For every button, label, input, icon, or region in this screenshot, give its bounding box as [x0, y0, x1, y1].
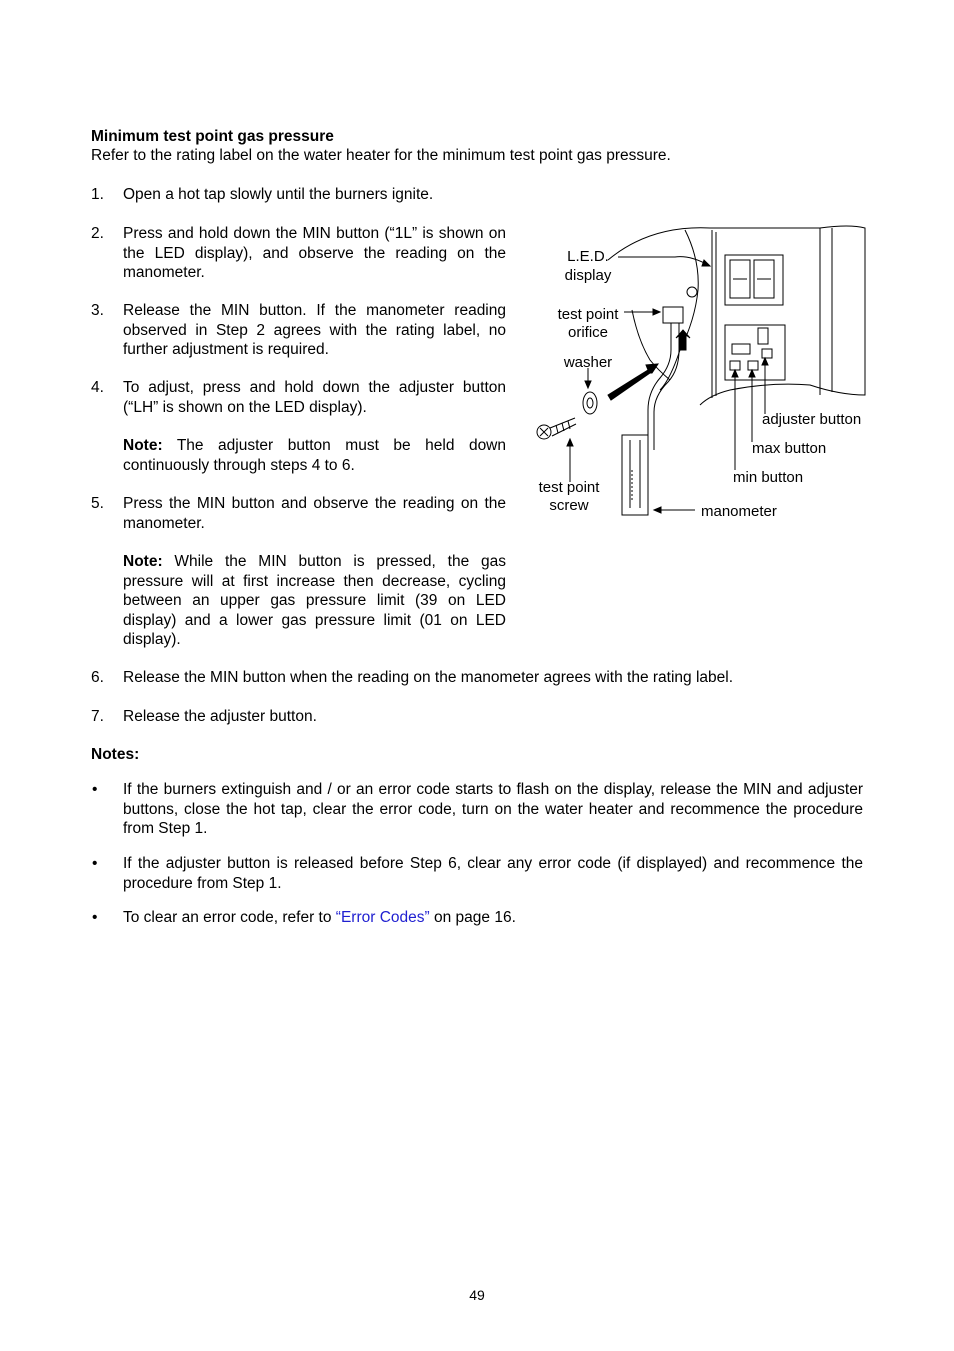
arrow-head: [654, 507, 661, 513]
label-adjuster-button: adjuster button: [762, 411, 862, 428]
label-led: L.E.D.: [567, 248, 609, 265]
step-text: Release the MIN button. If the manometer reading observed in Step 2 agrees with the rating label, no further adjustment is required.: [123, 302, 506, 358]
panel-window: [732, 344, 750, 354]
label-min-button: min button: [733, 469, 804, 486]
body-screw: [687, 287, 697, 297]
note-bullet: If the burners extinguish and / or an error code starts to flash on the display, release the MIN and adjuster buttons, close the hot tap, clear the error code, turn on the water heater and recommence the procedure from Step 1.: [123, 781, 863, 837]
heater-outline: [608, 226, 865, 405]
step-text: Release the MIN button when the reading on the manometer agrees with the rating label.: [123, 669, 734, 686]
screw-slot: [540, 428, 548, 436]
notes-heading: Notes:: [91, 746, 140, 763]
bullet-symbol: •: [92, 909, 98, 926]
arrow-head: [749, 370, 755, 377]
step-text: Release the adjuster button.: [123, 708, 317, 725]
step-text: Press and hold down the MIN button (“1L” is shown on the LED display), and observe the reading on the manometer.: [123, 225, 506, 281]
label-orifice: test point: [557, 306, 619, 323]
panel-window: [758, 328, 768, 344]
note-bullet: [123, 908, 863, 928]
note-text: To clear an error code, refer to: [123, 909, 336, 926]
page-number: 49: [469, 1287, 485, 1303]
label-screw: screw: [549, 497, 589, 514]
error-codes-link[interactable]: “Error Codes”: [335, 909, 430, 926]
step-note: [123, 436, 506, 475]
step-text: Press the MIN button and observe the reading on the manometer.: [123, 495, 506, 532]
label-max-button: max button: [752, 440, 827, 457]
intro-paragraph: Refer to the rating label on the water heater for the minimum test point gas pressure.: [91, 147, 671, 164]
label-led: display: [564, 267, 612, 284]
step-text: To adjust, press and hold down the adjuster button (“LH” is shown on the LED display).: [123, 379, 506, 416]
step-number: 1.: [91, 186, 104, 203]
arrow-head: [567, 439, 573, 446]
test-point-diagram: [520, 220, 880, 530]
note-label: Note:: [123, 437, 163, 454]
max-button-shape: [748, 361, 758, 370]
gas-tube: [654, 323, 679, 450]
adjuster-button-shape: [762, 349, 772, 358]
heater-outline: [660, 230, 698, 390]
step-number: 7.: [91, 708, 104, 725]
test-point-orifice: [663, 307, 683, 323]
arrow-head: [653, 309, 660, 315]
note-text: on page 16.: [429, 909, 516, 926]
manometer-body: [622, 435, 648, 515]
label-manometer: manometer: [701, 503, 777, 520]
step-text: Open a hot tap slowly until the burners ignite.: [123, 186, 434, 203]
washer-shape: [583, 392, 597, 414]
arrow-head: [762, 358, 768, 365]
arrow-head: [732, 370, 738, 377]
step-number: 5.: [91, 495, 104, 512]
leader-line: [618, 257, 708, 265]
label-orifice: orifice: [567, 324, 609, 341]
section-heading: Minimum test point gas pressure: [91, 128, 334, 145]
step-number: 4.: [91, 379, 104, 396]
bullet-symbol: •: [92, 781, 98, 798]
note-text: The adjuster button must be held down continuously through steps 4 to 6.: [123, 437, 506, 474]
note-text: While the MIN button is pressed, the gas pressure will at first increase then decrease, cycling between an upper gas pressure limit (39 on LED display) and a lower gas pressure limit (01 on LED display).: [123, 553, 506, 648]
label-screw: test point: [538, 479, 600, 496]
min-button-shape: [730, 361, 740, 370]
step-note: [123, 552, 506, 650]
gas-tube: [648, 323, 671, 450]
arrow-head: [702, 260, 710, 266]
note-label: Note:: [123, 553, 163, 570]
arrow-head: [585, 381, 591, 388]
note-bullet: If the adjuster button is released before Step 6, clear any error code (if displayed) and recommence the procedure from Step 1.: [123, 855, 863, 892]
step-number: 3.: [91, 302, 104, 319]
bullet-symbol: •: [92, 855, 98, 872]
label-washer: washer: [563, 354, 613, 371]
step-number: 2.: [91, 225, 104, 242]
step-number: 6.: [91, 669, 104, 686]
washer-hole: [587, 398, 593, 408]
